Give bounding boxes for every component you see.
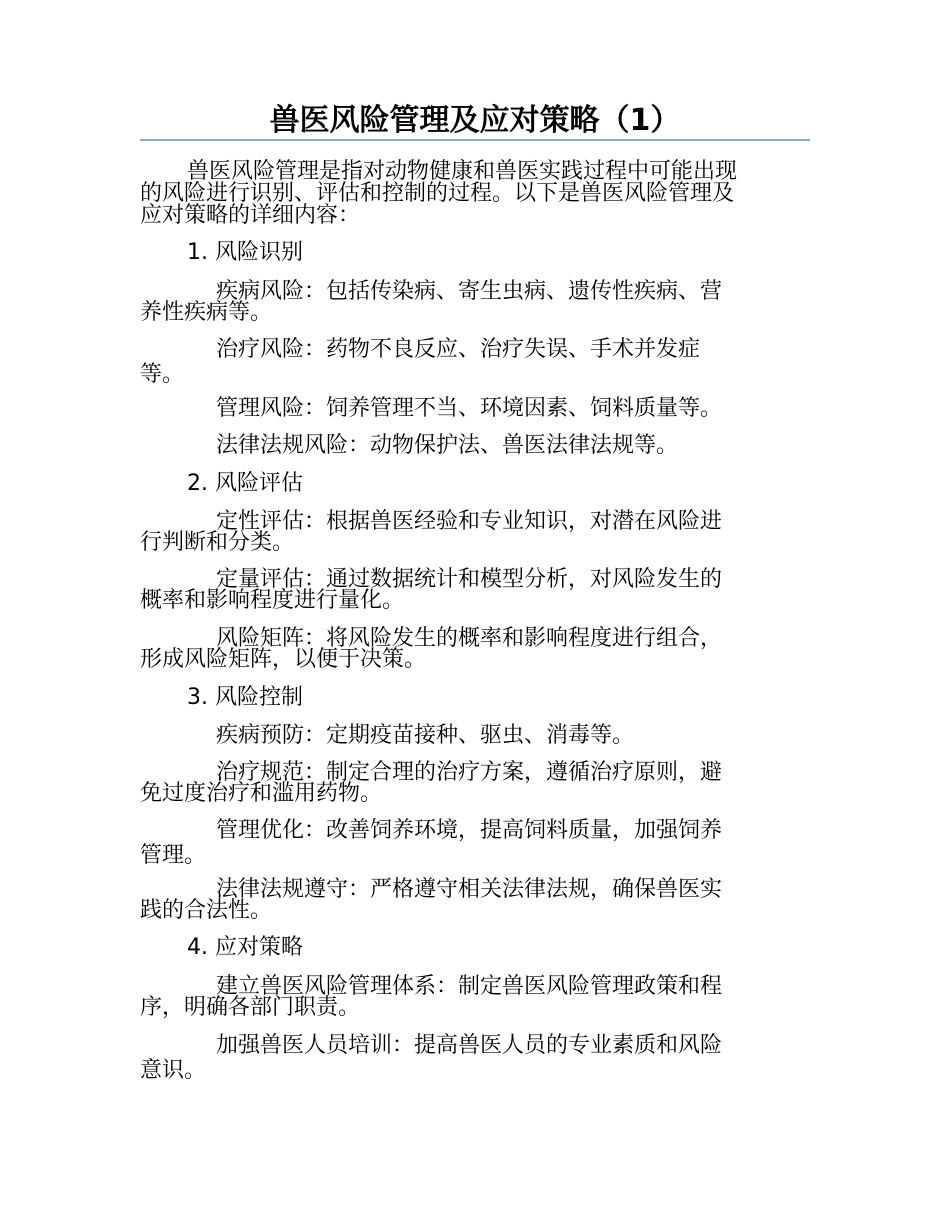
list-item: 疾病预防：定期疫苗接种、驱虫、消毒等。 [216, 723, 635, 748]
section-heading-risk-control: 3. 风险控制 [187, 685, 303, 710]
section-heading-response-strategy: 4. 应对策略 [187, 935, 303, 960]
title-underline [140, 139, 810, 141]
list-item: 疾病风险：包括传染病、寄生虫病、遗传性疾病、营 养性疾病等。 [140, 279, 723, 325]
list-item: 定性评估：根据兽医经验和专业知识，对潜在风险进 行判断和分类。 [140, 509, 723, 555]
list-item: 法律法规风险：动物保护法、兽医法律法规等。 [216, 433, 679, 458]
list-item: 风险矩阵：将风险发生的概率和影响程度进行组合， 形成风险矩阵，以便于决策。 [140, 626, 723, 672]
section-heading-risk-identification: 1. 风险识别 [187, 240, 303, 265]
intro-line-1: 兽医风险管理是指对动物健康和兽医实践过程中可能出现 [187, 159, 738, 184]
intro-line-3: 应对策略的详细内容： [140, 203, 361, 228]
list-item: 管理优化：改善饲养环境，提高饲料质量，加强饲养 管理。 [140, 818, 723, 868]
list-item: 法律法规遵守：严格遵守相关法律法规，确保兽医实 践的合法性。 [140, 877, 723, 923]
intro-line-2: 的风险进行识别、评估和控制的过程。以下是兽医风险管理及 [140, 181, 735, 206]
list-item: 建立兽医风险管理体系：制定兽医风险管理政策和程 序，明确各部门职责。 [140, 974, 723, 1020]
section-heading-risk-assessment: 2. 风险评估 [187, 471, 303, 496]
page-title: 兽医风险管理及应对策略（1） [269, 103, 681, 138]
intro-paragraph [140, 161, 810, 227]
list-item: 定量评估：通过数据统计和模型分析，对风险发生的 概率和影响程度进行量化。 [140, 567, 723, 613]
list-item: 加强兽医人员培训：提高兽医人员的专业素质和风险 意识。 [140, 1033, 723, 1083]
list-item: 管理风险：饲养管理不当、环境因素、饲料质量等。 [216, 396, 723, 421]
list-item: 治疗规范：制定合理的治疗方案，遵循治疗原则，避 免过度治疗和滥用药物。 [140, 760, 723, 806]
list-item: 治疗风险：药物不良反应、治疗失误、手术并发症 等。 [140, 337, 701, 387]
